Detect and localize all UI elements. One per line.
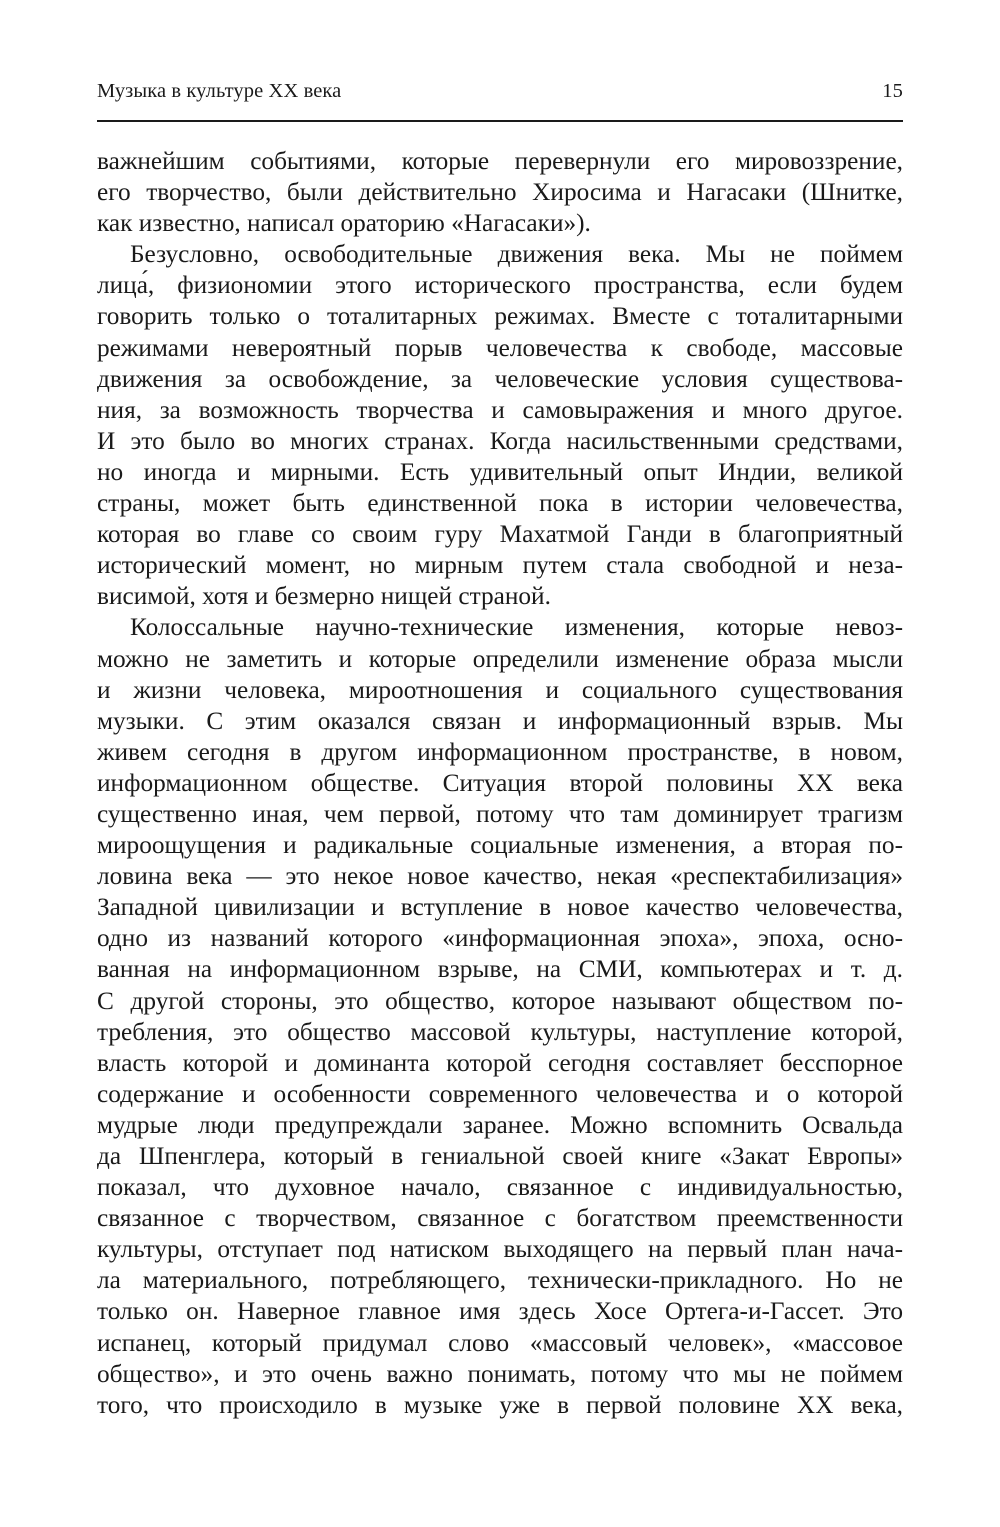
text-line: испанец, который придумал слово «массовый человек», «массовое [97,1328,903,1357]
text-line: исторический момент, но мирным путем стала свободной и неза- [97,551,903,580]
paragraph [97,239,903,612]
paragraph [97,146,903,239]
text-line: Западной цивилизации и вступление в новое качество человечества, [97,893,903,922]
text-line: ловина века — это некое новое качество, некая «респектабилизация» [97,862,903,891]
text-line: ния, за возможность творчества и самовыражения и много другое. [97,395,903,424]
text-line: музыки. С этим оказался связан и информационный взрыв. Мы [97,706,903,735]
text-line: говорить только о тоталитарных режимах. Вместе с тоталитарными [97,302,903,331]
header-rule [97,120,903,122]
text-line: как известно, написал ораторию «Нагасаки»). [97,209,591,238]
text-line: движения за освобождение, за человеческие условия существова- [97,364,903,393]
text-line: но иногда и мирными. Есть удивительный опыт Индии, великой [97,457,903,486]
text-line: одно из названий которого «информационная эпоха», эпоха, осно- [97,924,903,953]
text-line: С другой стороны, это общество, которое называют обществом по- [97,986,903,1015]
text-line: только он. Наверное главное имя здесь Хосе Ортега-и-Гассет. Это [97,1297,903,1326]
text-line: его творчество, были действительно Хиросима и Нагасаки (Шнитке, [97,178,903,207]
text-line: лица́, физиономии этого исторического пространства, если будем [97,271,903,300]
text-line: общество», и это очень важно понимать, потому что мы не поймем [97,1359,903,1388]
text-line: висимой, хотя и безмерно нищей страной. [97,582,551,611]
text-line: Безусловно, освободительные движения века. Мы не поймем [130,240,903,269]
text-line: которая во главе со своим гуру Махатмой Ганди в благоприятный [97,520,903,549]
body-text [97,146,903,1421]
text-line: существенно иная, чем первой, потому что там доминирует трагизм [97,799,903,828]
text-line: культуры, отступает под натиском выходящего на первый план нача- [97,1235,903,1264]
paragraph [97,612,903,1420]
text-line: власть которой и доминанта которой сегодня составляет бесспорное [97,1048,903,1077]
text-line: страны, может быть единственной пока в истории человечества, [97,489,903,518]
page-number: 15 [882,80,903,102]
book-page [97,0,903,1527]
text-line: Колоссальные научно-технические изменения, которые невоз- [130,613,903,642]
text-line: ла материального, потребляющего, технически-прикладного. Но не [97,1266,903,1295]
text-line: режимами невероятный порыв человечества к свободе, массовые [97,333,903,362]
text-line: мироощущения и радикальные социальные изменения, а вторая по- [97,831,903,860]
text-line: важнейшим событиями, которые перевернули его мировоззрение, [97,147,903,175]
text-line: ванная на информационном взрыве, на СМИ, компьютерах и т. д. [97,955,903,984]
text-line: да Шпенглера, который в гениальной своей книге «Закат Европы» [97,1142,903,1170]
text-line: связанное с творчеством, связанное с богатством преемственности [97,1204,903,1233]
text-line: показал, что духовное начало, связанное с индивидуальностью, [97,1173,903,1202]
text-line: содержание и особенности современного человечества и о которой [97,1079,903,1108]
running-title: Музыка в культуре XX века [97,80,342,102]
text-line: мудрые люди предупреждали заранее. Можно вспомнить Освальда [97,1110,903,1139]
text-line: живем сегодня в другом информационном пространстве, в новом, [97,737,903,766]
text-line: И это было во многих странах. Когда насильственными средствами, [97,426,903,455]
text-line: и жизни человека, мироотношения и социального существования [97,675,903,704]
text-line: требления, это общество массовой культуры, наступление которой, [97,1017,903,1046]
text-line: можно не заметить и которые определили изменение образа мысли [97,644,903,673]
text-line: информационном обществе. Ситуация второй половины XX века [97,768,903,797]
text-line: того, что происходило в музыке уже в первой половине XX века, [97,1390,903,1419]
running-header [97,80,903,112]
